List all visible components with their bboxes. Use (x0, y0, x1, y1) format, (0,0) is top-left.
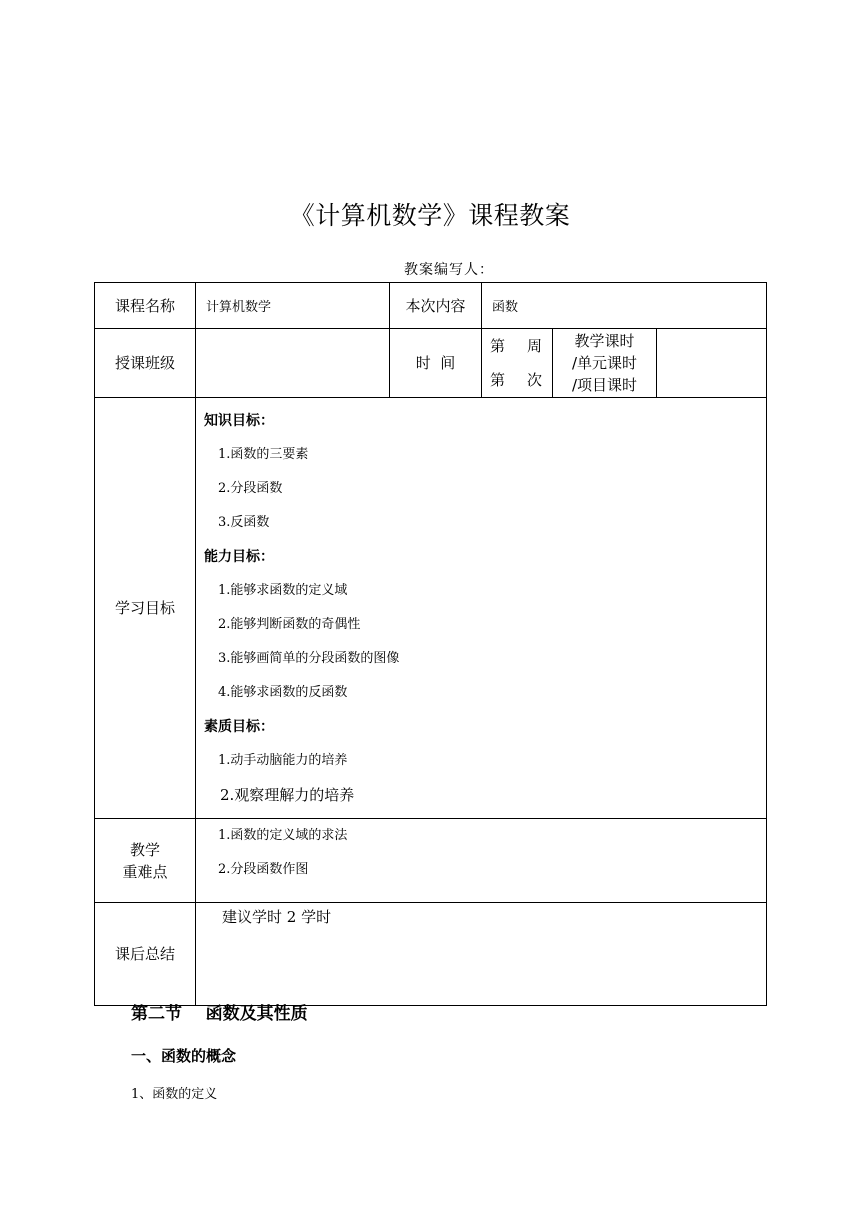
course-name-label: 课程名称 (95, 283, 196, 329)
week-line (482, 329, 552, 363)
author-line (404, 260, 494, 280)
times-char-1: 第 (490, 371, 506, 389)
ability-item: 3.能够画简单的分段函数的图像 (218, 651, 400, 666)
content-label: 本次内容 (390, 283, 482, 329)
ability-item: 1.能够求函数的定义域 (218, 583, 348, 598)
knowledge-item: 1.函数的三要素 (218, 447, 309, 462)
class-label: 授课班级 (95, 329, 196, 398)
course-row (95, 283, 767, 329)
summary-row (95, 903, 767, 1006)
quality-heading: 素质目标： (204, 719, 274, 735)
times-char-2: 次 (526, 371, 542, 389)
page-title: 《计算机数学》课程教案 (289, 201, 571, 230)
summary-text: 建议学时 2 学时 (222, 908, 332, 926)
ability-item: 4.能够求函数的反函数 (218, 685, 348, 700)
hours-value (657, 329, 767, 398)
knowledge-item: 3.反函数 (218, 515, 270, 530)
ability-item: 2.能够判断函数的奇偶性 (218, 617, 361, 632)
summary-label: 课后总结 (95, 903, 196, 1006)
content-value: 函数 (482, 283, 767, 329)
times-line (482, 363, 552, 397)
class-value (196, 329, 390, 398)
course-name-value: 计算机数学 (196, 283, 390, 329)
hours-line-1: 教学课时 (574, 332, 635, 350)
key-points-label (95, 819, 196, 903)
definition-heading: 1、函数的定义 (131, 1087, 218, 1102)
key-points-row (95, 819, 767, 903)
quality-item: 2.观察理解力的培养 (220, 786, 355, 804)
key-point-item: 1.函数的定义域的求法 (218, 828, 348, 843)
hours-line-3: /项目课时 (571, 376, 638, 394)
knowledge-item: 2.分段函数 (218, 481, 283, 496)
objectives-row (95, 398, 767, 819)
week-times-cell (482, 329, 553, 398)
quality-item: 1.动手动脑能力的培养 (218, 753, 348, 768)
key-points-label-line-1: 教学 (129, 840, 160, 859)
section-subtitle: 一、函数的概念 (131, 1047, 237, 1065)
author-label: 教案编写人： (404, 262, 494, 278)
ability-heading: 能力目标： (204, 549, 274, 565)
objectives-label: 学习目标 (95, 398, 196, 819)
week-char-1: 第 (490, 337, 506, 355)
summary-content (196, 903, 767, 1006)
key-points-content (196, 819, 767, 903)
key-points-label-line-2: 重难点 (122, 862, 168, 881)
lesson-plan-table (94, 282, 767, 1006)
hours-label (553, 329, 657, 398)
week-char-2: 周 (526, 337, 542, 355)
time-label: 时 间 (390, 329, 482, 398)
section-title: 第二节 函数及其性质 (131, 1004, 308, 1024)
hours-line-2: /单元课时 (571, 354, 638, 372)
key-point-item: 2.分段函数作图 (218, 862, 309, 877)
knowledge-heading: 知识目标： (204, 413, 274, 429)
class-row (95, 329, 767, 398)
objectives-content (196, 398, 767, 819)
